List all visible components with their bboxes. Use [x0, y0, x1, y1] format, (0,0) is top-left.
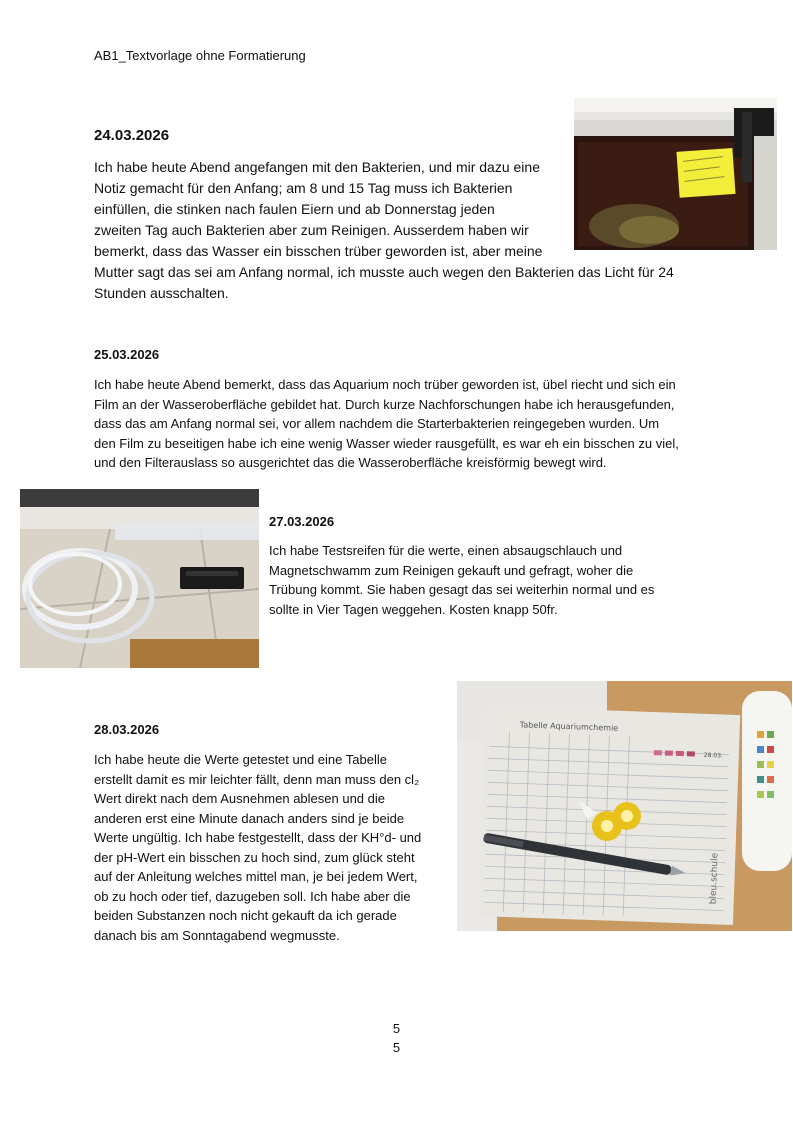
text-line: der pH-Wert ein bisschen zu hoch sind, zum glück steht	[94, 849, 415, 865]
text-line: Wert direkt nach dem Ausnehmen ablesen und die	[94, 791, 385, 806]
text-line: Ich habe Testsreifen für die werte, einen absaugschlauch und	[269, 543, 623, 558]
text-line: einfüllen, die stinken nach faulen Eiern und ab Donnerstag jeden	[94, 201, 495, 217]
text-line: Magnetschwamm zum Reinigen gekauft und gefragt, woher die	[269, 562, 634, 578]
entry-date: 27.03.2026	[269, 514, 335, 529]
test-table-photo-drawing	[457, 681, 792, 931]
test-table-photo	[457, 681, 792, 931]
text-line: Ich habe heute Abend angefangen mit den Bakterien, und mir dazu eine	[94, 159, 540, 175]
text-line: Mutter sagt das sei am Anfang normal, ich musste auch wegen den Bakterien das Licht für 24	[94, 264, 674, 280]
entry-date: 28.03.2026	[94, 722, 160, 737]
text-line: Ich habe heute Abend bemerkt, dass das Aquarium noch trüber geworden ist, übel riecht und sich ein	[94, 377, 676, 392]
entry-date: 25.03.2026	[94, 347, 160, 362]
text-line: Film an der Wasseroberfläche gebildet hat. Durch kurze Nachforschungen habe ich herausgefunden,	[94, 396, 675, 412]
text-line: auf der Anleitung welches mittel man, je bei jedem Wert,	[94, 869, 418, 884]
text-line: zweiten Tag auch Bakterien aber zum Reinigen. Ausserdem haben wir	[94, 222, 529, 238]
entry-text	[94, 375, 714, 473]
aquarium-photo	[574, 98, 777, 250]
text-line: Notiz gemacht für den Anfang; am 8 und 15 Tag muss ich Bakterien	[94, 180, 513, 196]
text-line: ob zu hoch oder tief, dazugeben soll. Ich habe aber die	[94, 888, 411, 904]
text-line: Trübung kommt. Sie haben gesagt das sei weiterhin normal und es	[269, 582, 655, 597]
text-line: den Film zu beseitigen habe ich eine wenig Wasser wieder rausgefüllt, es war eh ein bisschen zu viel,	[94, 435, 679, 451]
text-line: danach bis am Sonntagabend wegmusste.	[94, 927, 340, 943]
table-title: Tabelle Aquariumchemie	[519, 720, 619, 733]
text-line: sollte in Vier Tagen weggehen. Kosten knapp 50fr.	[269, 601, 558, 617]
text-line: erstellt damit es mir leichter fällt, denn man muss den cl₂	[94, 771, 420, 787]
document-header: AB1_Textvorlage ohne Formatierung	[94, 48, 306, 63]
hose-photo	[20, 489, 259, 668]
aquarium-photo-drawing	[574, 98, 777, 250]
brand-label: bleu.schule	[708, 852, 721, 905]
table-cell-date: 28.03.	[703, 751, 724, 760]
text-line: Ich habe heute die Werte getestet und eine Tabelle	[94, 752, 387, 767]
text-line: Werte ungültig. Ich habe festgestellt, dass der KH°d- und	[94, 830, 422, 845]
entry-text	[94, 750, 444, 945]
text-line: anderen erst eine Minute danach anders sind je beide	[94, 810, 405, 826]
page-number: 5	[392, 1040, 401, 1055]
page-number: 5	[392, 1021, 401, 1036]
text-line: beiden Substanzen noch nicht gekauft da ich gerade	[94, 908, 397, 923]
text-line: bemerkt, dass das Wasser ein bisschen trüber geworden ist, aber meine	[94, 243, 543, 259]
entry-date: 24.03.2026	[94, 127, 170, 144]
text-line: und den Filterauslass so ausgerichtet das die Wasseroberfläche kreisförmig bewegt wird.	[94, 455, 607, 470]
hose-photo-drawing	[20, 489, 259, 668]
entry-text	[269, 541, 709, 619]
text-line: dass das am Anfang normal sei, vor allem nachdem die Starterbakterien reingegeben wurden. Um	[94, 416, 660, 431]
text-line: Stunden ausschalten.	[94, 285, 229, 301]
